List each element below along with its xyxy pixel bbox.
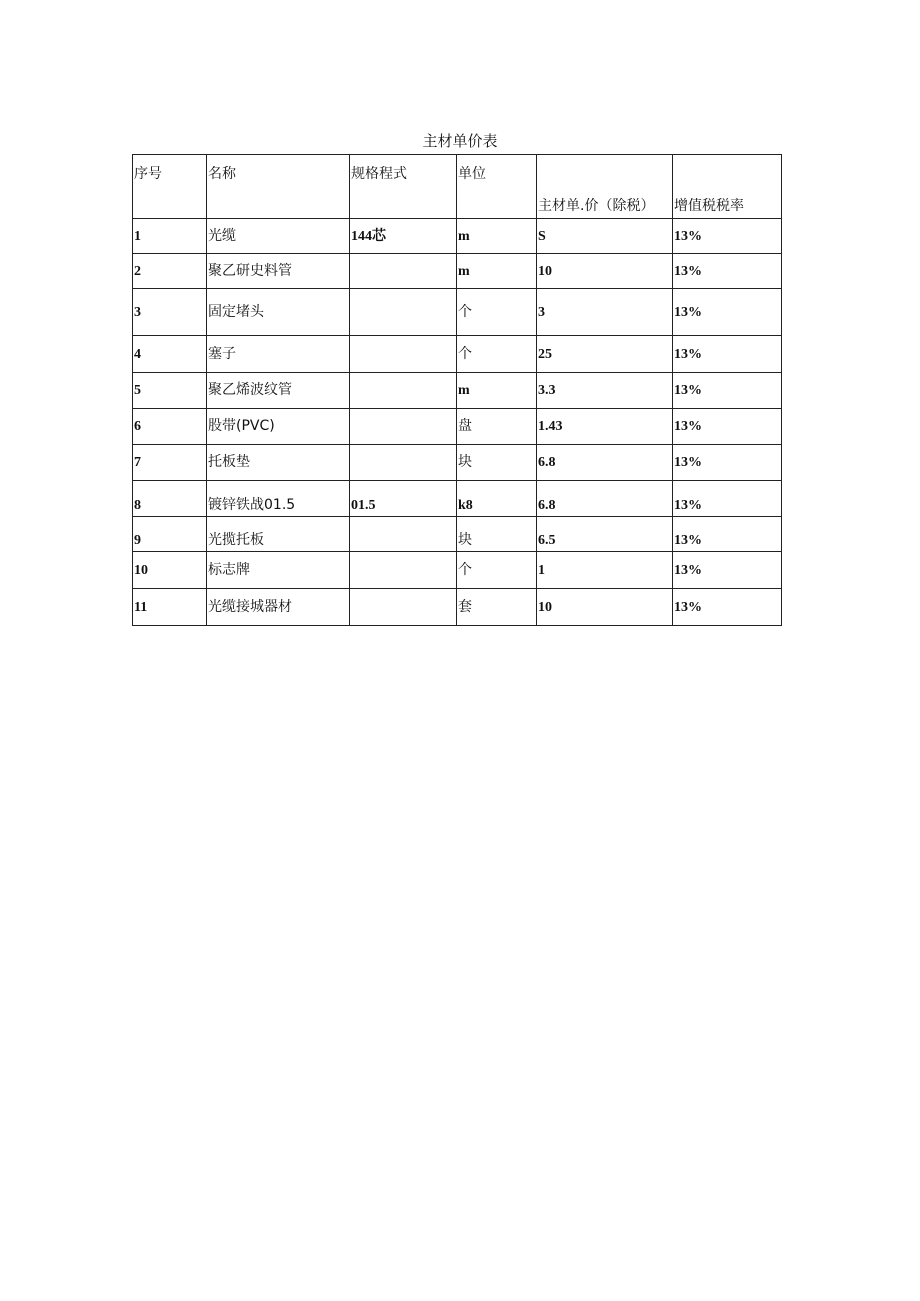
header-name: 名称 <box>207 155 350 219</box>
cell-index: 3 <box>133 289 207 336</box>
table-row <box>133 219 782 254</box>
cell-index: 6 <box>133 409 207 445</box>
page-title: 主材单价表 <box>422 132 498 150</box>
cell-name: 聚乙烯波纹管 <box>207 373 350 409</box>
cell-price: 1.43 <box>537 409 673 445</box>
cell-name: 光缆 <box>207 219 350 254</box>
cell-price: 1 <box>537 552 673 589</box>
cell-name: 股带(PVC) <box>207 409 350 445</box>
cell-spec <box>350 517 457 552</box>
cell-unit: m <box>457 219 537 254</box>
cell-unit: 块 <box>457 517 537 552</box>
cell-spec <box>350 552 457 589</box>
table-row <box>133 254 782 289</box>
cell-index: 1 <box>133 219 207 254</box>
cell-name: 塞子 <box>207 336 350 373</box>
cell-price: 6.8 <box>537 481 673 517</box>
table-row <box>133 336 782 373</box>
cell-name: 标志牌 <box>207 552 350 589</box>
cell-vat: 13% <box>673 552 782 589</box>
cell-vat: 13% <box>673 254 782 289</box>
cell-index: 8 <box>133 481 207 517</box>
table-row <box>133 373 782 409</box>
cell-price: 10 <box>537 254 673 289</box>
cell-unit: 块 <box>457 445 537 481</box>
cell-price: 3 <box>537 289 673 336</box>
table-row <box>133 409 782 445</box>
table-row <box>133 481 782 517</box>
cell-spec <box>350 589 457 626</box>
cell-index: 10 <box>133 552 207 589</box>
cell-price: 10 <box>537 589 673 626</box>
cell-spec: 144芯 <box>350 219 457 254</box>
cell-price: 6.8 <box>537 445 673 481</box>
table-row <box>133 289 782 336</box>
cell-spec: 01.5 <box>350 481 457 517</box>
cell-index: 4 <box>133 336 207 373</box>
cell-index: 11 <box>133 589 207 626</box>
cell-spec <box>350 254 457 289</box>
cell-unit: 个 <box>457 552 537 589</box>
header-unit: 单位 <box>457 155 537 219</box>
cell-unit: 个 <box>457 289 537 336</box>
cell-index: 5 <box>133 373 207 409</box>
table-row <box>133 445 782 481</box>
cell-unit: m <box>457 373 537 409</box>
cell-index: 2 <box>133 254 207 289</box>
cell-spec <box>350 409 457 445</box>
cell-spec <box>350 373 457 409</box>
cell-unit: 套 <box>457 589 537 626</box>
cell-unit: 个 <box>457 336 537 373</box>
cell-vat: 13% <box>673 289 782 336</box>
header-unit-price: 主材单.价（除税） <box>537 155 673 219</box>
cell-name: 聚乙研史料管 <box>207 254 350 289</box>
table-row <box>133 517 782 552</box>
cell-spec <box>350 336 457 373</box>
cell-name: 固定堵头 <box>207 289 350 336</box>
cell-name: 光缆接城器材 <box>207 589 350 626</box>
cell-name: 镀锌铁战01.5 <box>207 481 350 517</box>
header-index: 序号 <box>133 155 207 219</box>
cell-price: 3.3 <box>537 373 673 409</box>
cell-vat: 13% <box>673 481 782 517</box>
cell-price: 25 <box>537 336 673 373</box>
cell-index: 9 <box>133 517 207 552</box>
cell-unit: 盘 <box>457 409 537 445</box>
table-row <box>133 552 782 589</box>
cell-vat: 13% <box>673 517 782 552</box>
cell-vat: 13% <box>673 373 782 409</box>
cell-vat: 13% <box>673 219 782 254</box>
material-price-table <box>132 154 782 626</box>
cell-unit: k8 <box>457 481 537 517</box>
cell-name: 光揽托板 <box>207 517 350 552</box>
cell-vat: 13% <box>673 336 782 373</box>
cell-index: 7 <box>133 445 207 481</box>
cell-price: 6.5 <box>537 517 673 552</box>
cell-name: 托板垫 <box>207 445 350 481</box>
cell-spec <box>350 445 457 481</box>
table-row <box>133 589 782 626</box>
cell-vat: 13% <box>673 409 782 445</box>
cell-spec <box>350 289 457 336</box>
header-spec: 规格程式 <box>350 155 457 219</box>
cell-vat: 13% <box>673 445 782 481</box>
header-vat-rate: 增值税税率 <box>673 155 782 219</box>
table-header-row <box>133 155 782 219</box>
cell-unit: m <box>457 254 537 289</box>
cell-price: S <box>537 219 673 254</box>
cell-vat: 13% <box>673 589 782 626</box>
